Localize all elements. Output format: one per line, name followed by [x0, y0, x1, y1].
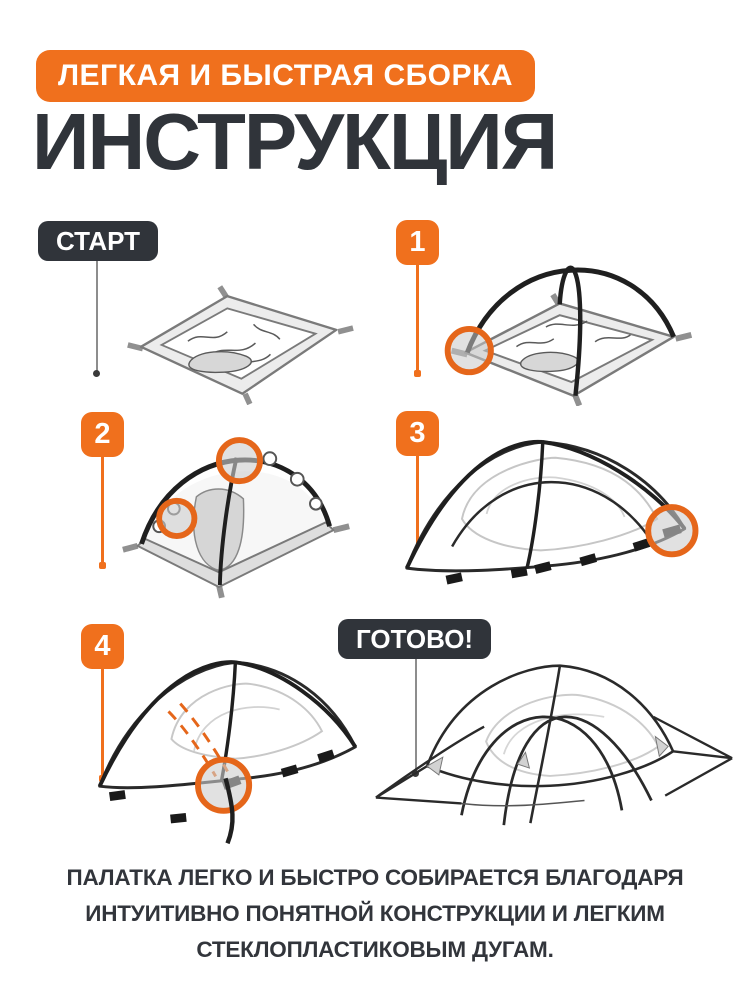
- step-badge-start: СТАРТ: [38, 221, 158, 261]
- footer-line-1: ПАЛАТКА ЛЕГКО И БЫСТРО СОБИРАЕТСЯ БЛАГОДАРЯ: [66, 865, 684, 890]
- rainfly-draped-over-illustration: [393, 420, 728, 600]
- footer-line-3: СТЕКЛОПЛАСТИКОВЫМ ДУГАМ.: [196, 937, 554, 962]
- highlight-ring: [648, 507, 695, 554]
- connector-line-start: [96, 261, 98, 371]
- connector-line-2: [101, 457, 104, 562]
- inner-tent-clipped-to-poles-illustration: [118, 428, 358, 600]
- connector-line-1: [416, 265, 419, 370]
- finished-tent-with-guylines-illustration: [368, 648, 740, 833]
- highlight-ring: [448, 329, 491, 372]
- step-badge-1: 1: [396, 220, 439, 265]
- highlight-ring: [219, 440, 260, 481]
- step-badge-done: ГОТОВО!: [338, 619, 491, 659]
- step-badge-2: 2: [81, 412, 124, 457]
- vestibule-pole-inserted-illustration: [78, 630, 378, 848]
- groundsheet-laid-flat-illustration: [122, 283, 357, 405]
- connector-dot-1: [414, 370, 421, 377]
- footer-description: [0, 860, 750, 968]
- connector-dot-2: [99, 562, 106, 569]
- assembly-banner: ЛЕГКАЯ И БЫСТРАЯ СБОРКА: [36, 50, 535, 102]
- page-title: ИНСТРУКЦИЯ: [32, 97, 557, 186]
- connector-dot-start: [93, 370, 100, 377]
- highlight-ring: [198, 760, 249, 811]
- footer-line-2: ИНТУИТИВНО ПОНЯТНОЙ КОНСТРУКЦИИ И ЛЕГКИМ: [85, 901, 665, 926]
- highlight-ring: [159, 501, 194, 536]
- step-badge-4: 4: [81, 624, 124, 669]
- step-badge-3: 3: [396, 411, 439, 456]
- poles-arched-into-corners-illustration: [428, 248, 713, 406]
